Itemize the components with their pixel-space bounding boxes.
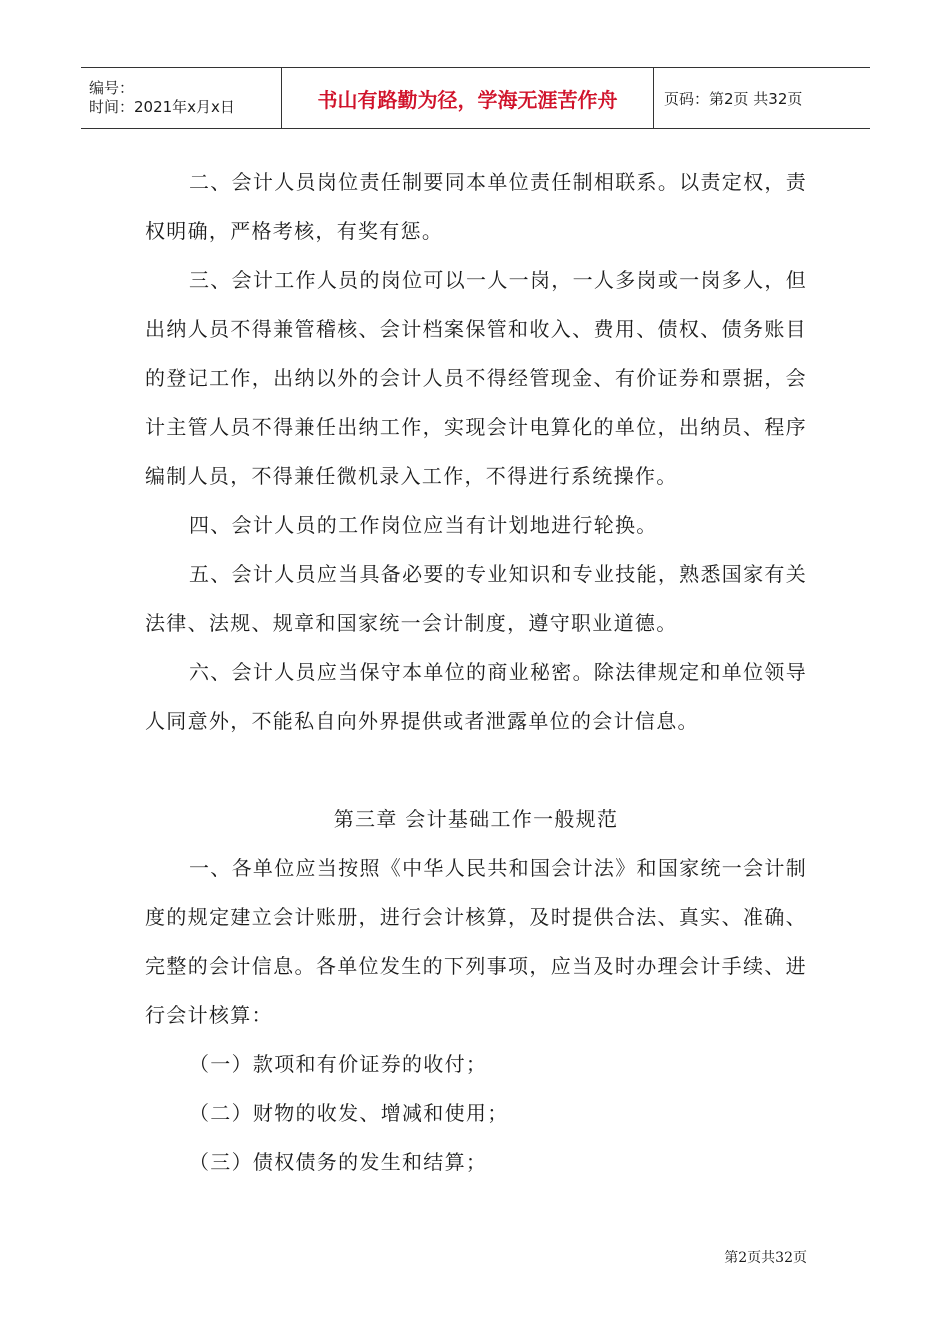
list-item: （三）债权债务的发生和结算； (189, 1150, 488, 1174)
paragraph: 六、会计人员应当保守本单位的商业秘密。除法律规定和单位领导人同意外，不能私自向外界提供或者泄露单位的会计信息。 (145, 660, 807, 733)
header-motto-cell (282, 68, 654, 128)
chapter-title: 第三章 会计基础工作一般规范 (333, 807, 619, 831)
paragraph: 五、会计人员应当具备必要的专业知识和专业技能，熟悉国家有关法律、法规、规章和国家统一会计制度，遵守职业道德。 (145, 562, 807, 635)
document-number-label: 编号： (89, 79, 135, 97)
list-item: （二）财物的收发、增减和使用； (189, 1101, 509, 1125)
page-footer: 第2页共32页 (724, 1250, 807, 1266)
header-page-cell (654, 68, 870, 128)
document-date-label: 时间：2021年x月x日 (89, 98, 235, 116)
header-page-label: 页码：第2页 共32页 (664, 89, 803, 108)
paragraph: 一、各单位应当按照《中华人民共和国会计法》和国家统一会计制度的规定建立会计账册，进行会计核算，及时提供合法、真实、准确、完整的会计信息。各单位发生的下列事项，应当及时办理会计手续、进行会计核算： (145, 856, 807, 1027)
document-body (145, 158, 807, 1187)
header-motto: 书山有路勤为径，学海无涯苦作舟 (317, 87, 618, 112)
page-header (81, 67, 870, 129)
paragraph: 二、会计人员岗位责任制要同本单位责任制相联系。以责定权，责权明确，严格考核，有奖有惩。 (145, 170, 807, 243)
list-item: （一）款项和有价证券的收付； (189, 1052, 488, 1076)
paragraph: 三、会计工作人员的岗位可以一人一岗，一人多岗或一岗多人，但出纳人员不得兼管稽核、会计档案保管和收入、费用、债权、债务账目的登记工作，出纳以外的会计人员不得经管现金、有价证券和票据，会计主管人员不得兼任出纳工作，实现会计电算化的单位，出纳员、程序编制人员，不得兼任微机录入工作，不得进行系统操作。 (145, 268, 807, 488)
paragraph: 四、会计人员的工作岗位应当有计划地进行轮换。 (189, 513, 658, 537)
header-info-cell (81, 68, 282, 128)
